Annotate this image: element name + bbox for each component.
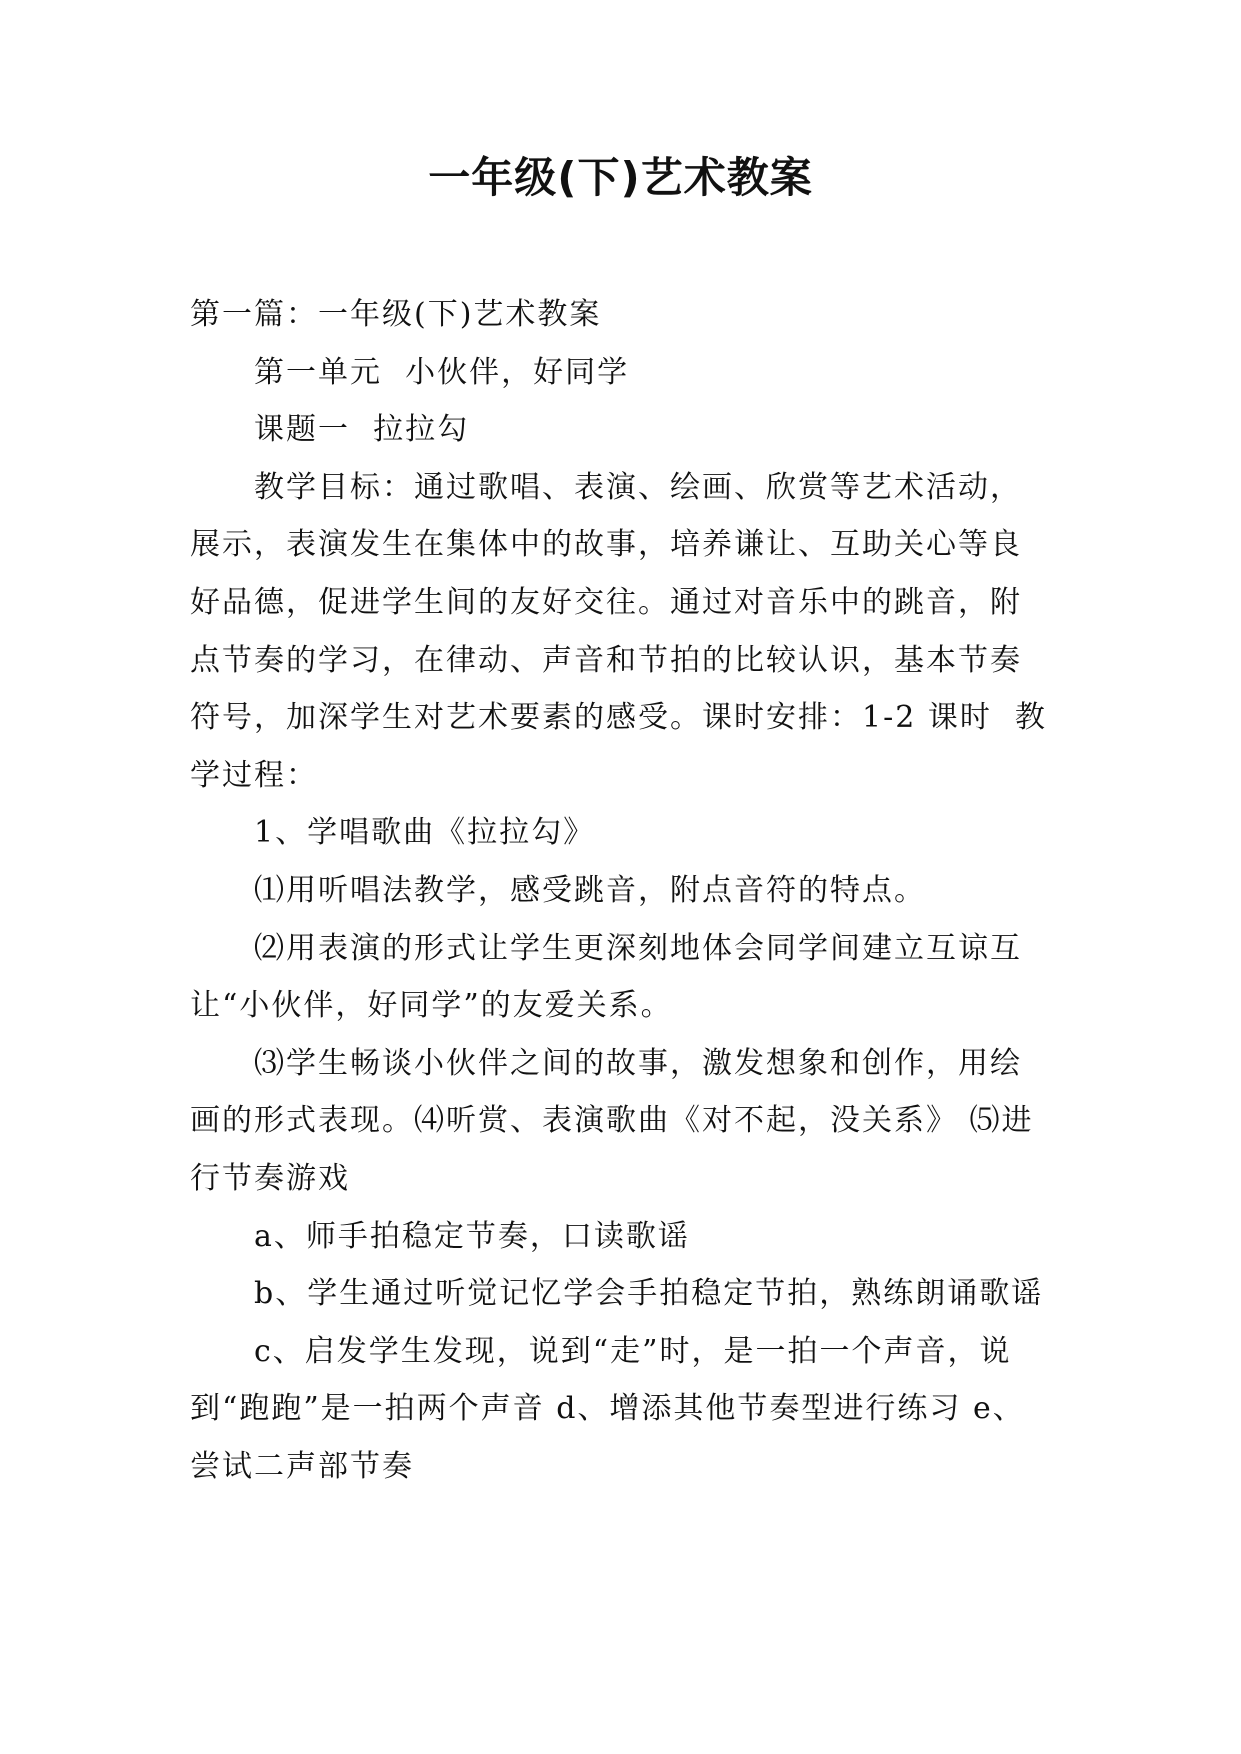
paragraph-step-1-3: ⑶学生畅谈小伙伴之间的故事，激发想象和创作，用绘画的形式表现。⑷听赏、表演歌曲《对不起，没关系》 ⑸进行节奏游戏 (190, 1045, 1034, 1196)
paragraph-step-1-1: ⑴用听唱法教学，感受跳音，附点音符的特点。 (254, 872, 926, 908)
document-title: 一年级(下)艺术教案 (428, 153, 813, 202)
heading-lesson: 课题一 拉拉勾 (254, 412, 470, 448)
heading-unit: 第一单元 小伙伴，好同学 (254, 354, 630, 390)
document-body (190, 286, 1052, 1495)
heading-chapter: 第一篇：一年级(下)艺术教案 (190, 297, 602, 332)
paragraph-objectives: 教学目标：通过歌唱、表演、绘画、欣赏等艺术活动，展示，表演发生在集体中的故事，培养谦让、互助关心等良好品德，促进学生间的友好交往。通过对音乐中的跳音，附点节奏的学习，在律动、声音和节拍的比较认识，基本节奏符号，加深学生对艺术要素的感受。课时安排：1-2 课时 教学过程： (190, 469, 1047, 793)
paragraph-item-c: c、启发学生发现，说到“走”时，是一拍一个声音，说到“跑跑”是一拍两个声音 d、增添其他节奏型进行练习 e、尝试二声部节奏 (190, 1333, 1025, 1484)
paragraph-step-1: 1、学唱歌曲《拉拉勾》 (254, 815, 596, 851)
paragraph-step-1-2: ⑵用表演的形式让学生更深刻地体会同学间建立互谅互让“小伙伴，好同学”的友爱关系。 (190, 930, 1022, 1024)
paragraph-item-b: b、学生通过听觉记忆学会手拍稳定节拍，熟练朗诵歌谣 (254, 1276, 1044, 1312)
paragraph-item-a: a、师手拍稳定节奏，口读歌谣 (254, 1218, 690, 1254)
